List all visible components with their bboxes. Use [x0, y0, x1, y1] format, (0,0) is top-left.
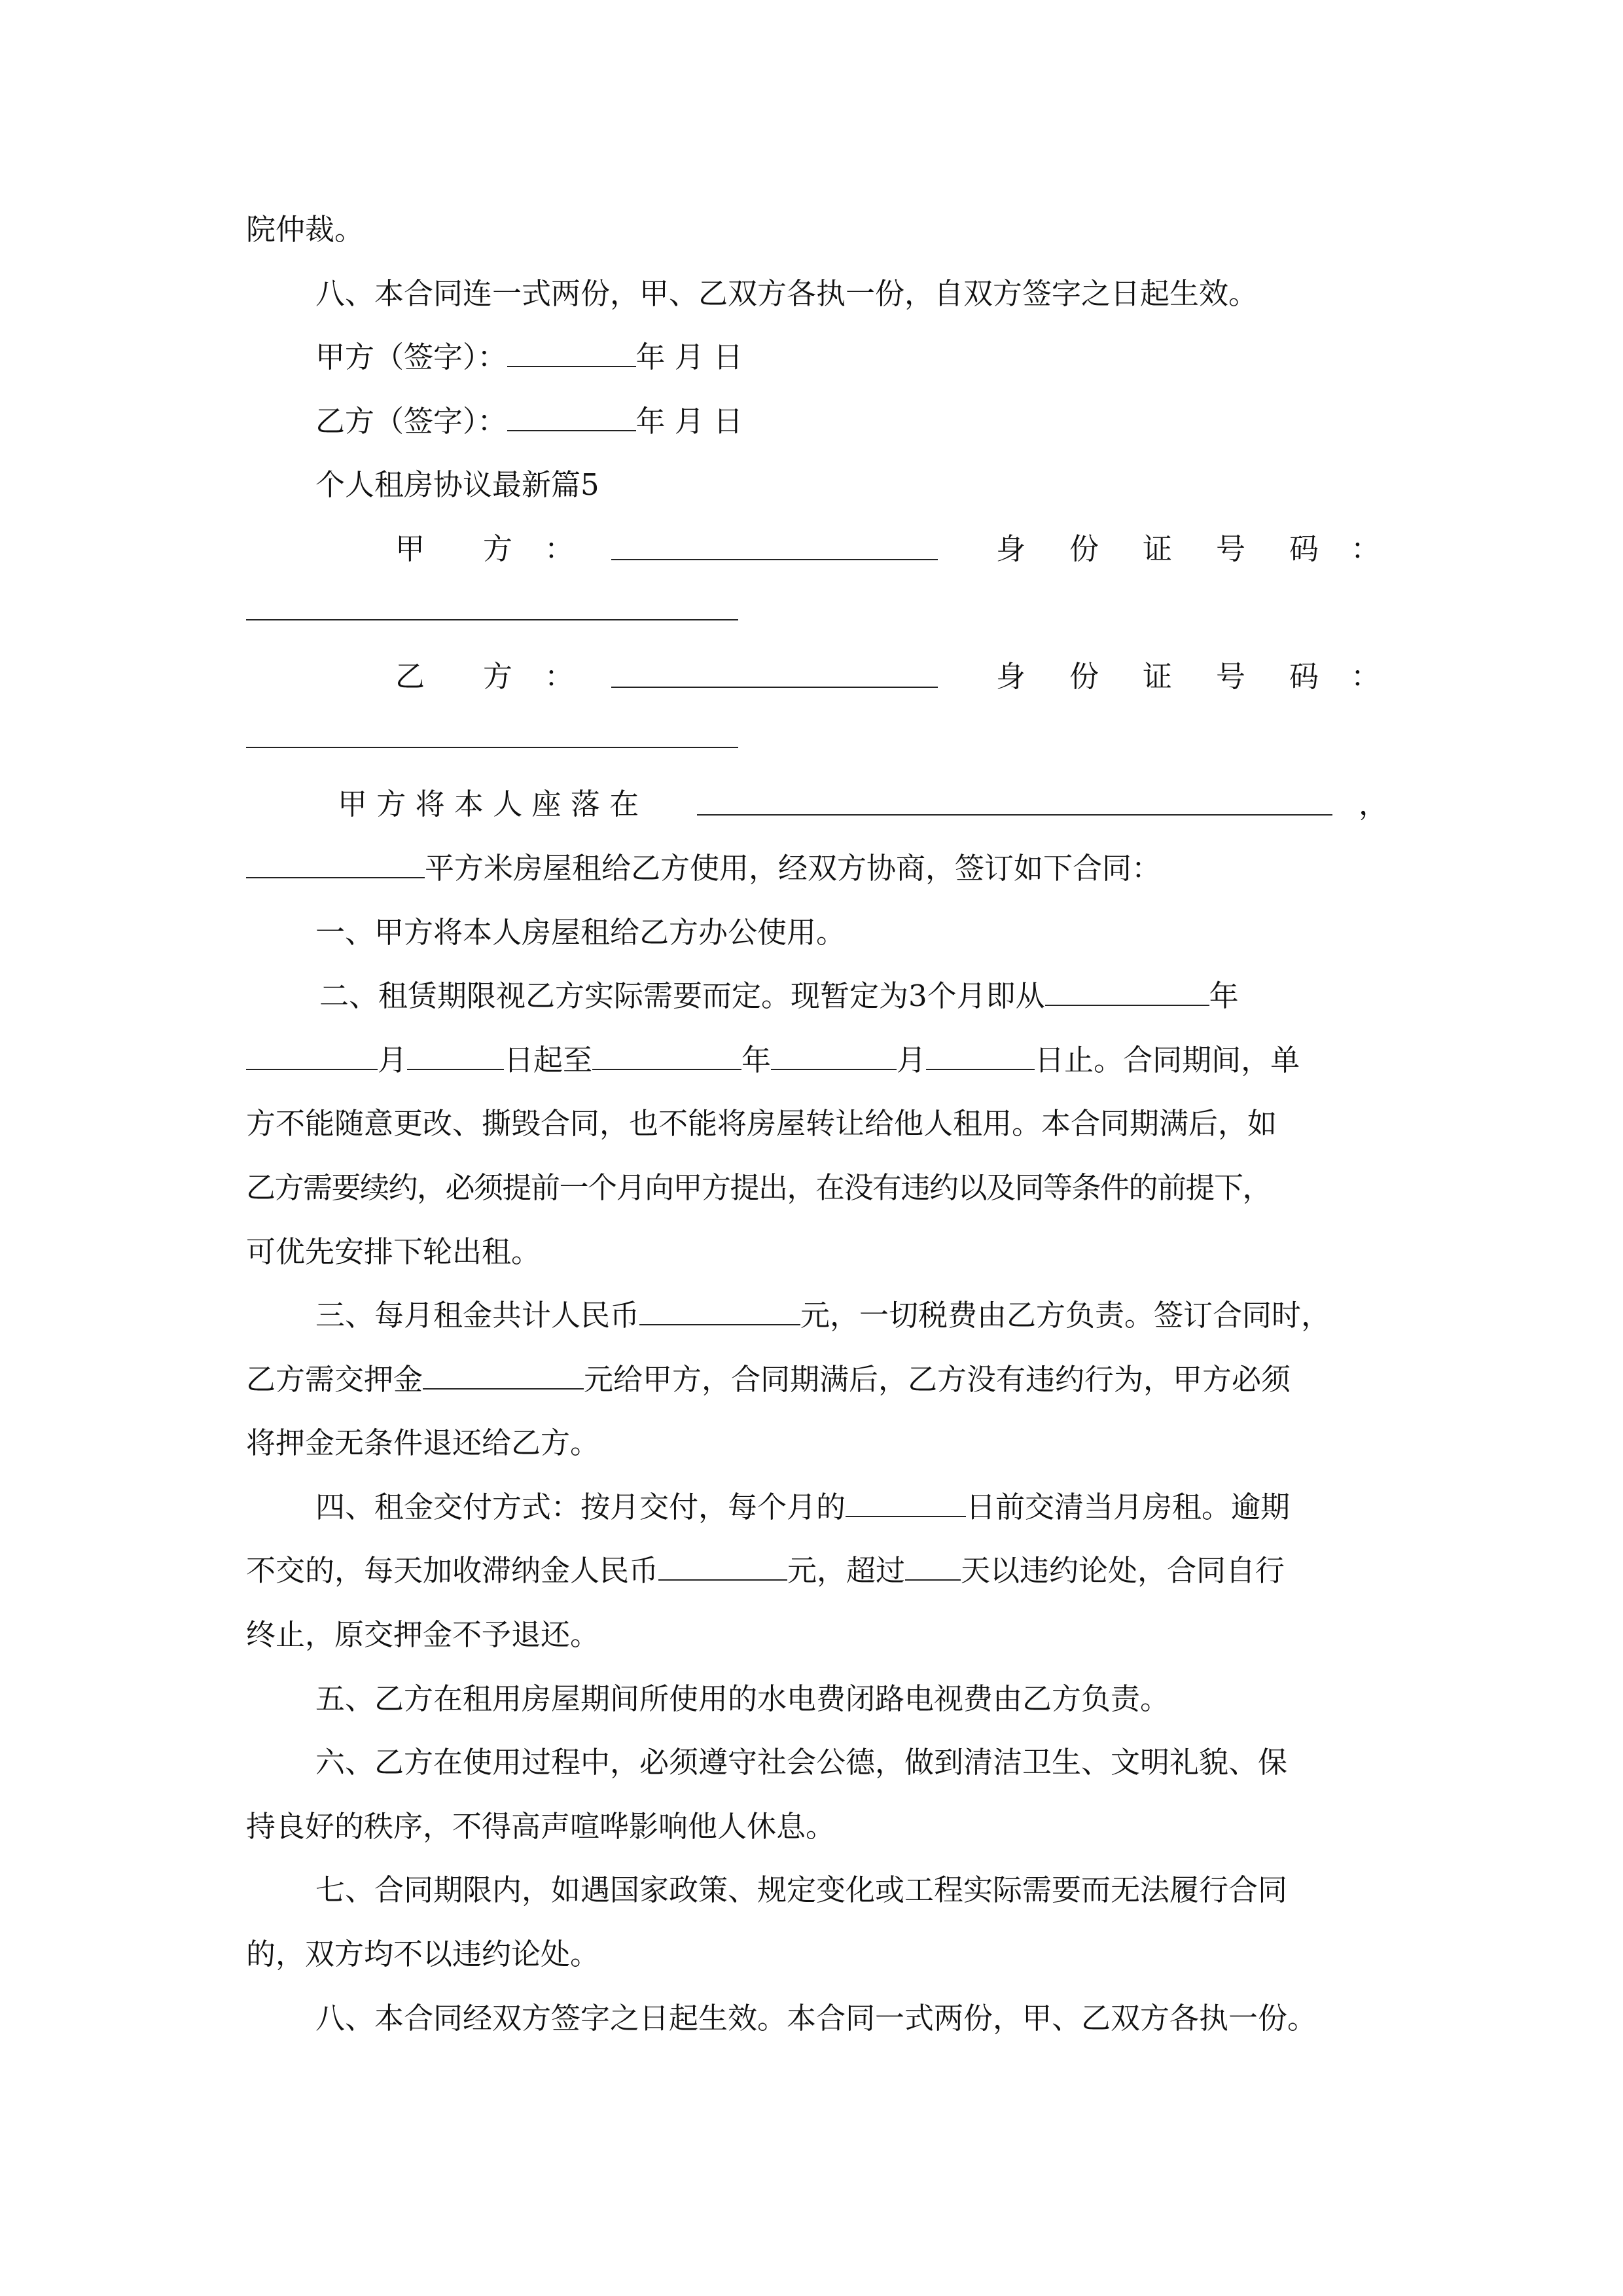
text: 元，超过 [787, 1553, 906, 1588]
text: 四、租金交付方式：按月交付，每个月的 [315, 1489, 846, 1524]
text: 不交的，每天加收滞纳金人民币 [246, 1553, 659, 1588]
label: 甲 方 将 本 人 座 落 在 [338, 787, 640, 822]
comma: ， [1359, 787, 1389, 822]
clause-8-effect: 八、本合同连一式两份，甲、乙双方各执一份，自双方签字之日起生效。 [315, 276, 1258, 311]
clause-1: 一、甲方将本人房屋租给乙方办公使用。 [315, 914, 846, 950]
party-b-name-blank [611, 667, 938, 688]
char: ： [544, 659, 575, 694]
clause-4 [246, 1475, 1378, 1539]
blank-field [407, 1049, 504, 1070]
date-label: 年 月 日 [635, 403, 743, 439]
text-line [246, 1539, 1378, 1603]
text: 日前交清当月房租。逾期 [966, 1489, 1291, 1524]
char: 方 [483, 531, 513, 566]
text-line: 乙方需要续约，必须提前一个月向甲方提出，在没有违约以及同等条件的前提下， [246, 1170, 1272, 1205]
text-line: 终止，原交押金不予退还。 [246, 1617, 600, 1653]
text: 月 [897, 1042, 927, 1077]
char: 方 [483, 659, 513, 694]
char: 乙 [395, 659, 425, 694]
party-b-line [246, 645, 1381, 709]
clause-2-dates [246, 1028, 1378, 1092]
text: 二、租赁期限视乙方实际需要而定。现暂定为3个月即从 [319, 978, 1045, 1014]
clause-6: 六、乙方在使用过程中，必须遵守社会公德，做到清洁卫生、文明礼貌、保 [315, 1745, 1288, 1780]
char: 证 [1143, 531, 1173, 566]
rent-blank [639, 1304, 800, 1325]
blank-field [246, 1049, 378, 1070]
party-b-id-blank [246, 747, 738, 748]
char: ： [1351, 531, 1381, 566]
blank-field [592, 1049, 741, 1070]
clause-5: 五、乙方在租用房屋期间所使用的水电费闭路电视费由乙方负责。 [315, 1681, 1170, 1716]
clause-2 [246, 964, 1378, 1028]
date-label: 年 月 日 [635, 340, 743, 375]
clause-7: 七、合同期限内，如遇国家政策、规定变化或工程实际需要而无法履行合同 [315, 1873, 1288, 1908]
area-blank [246, 857, 425, 878]
text: 元，一切税费由乙方负责。签订合同时， [800, 1298, 1331, 1333]
text-line: 持良好的秩序，不得高声喧哗影响他人休息。 [246, 1808, 836, 1844]
char: 甲 [395, 531, 425, 566]
days-blank [905, 1560, 961, 1581]
late-fee-blank [658, 1560, 787, 1581]
text: 日起至 [504, 1042, 593, 1077]
deposit-blank [423, 1369, 584, 1390]
label: 甲方（签字）： [315, 340, 507, 375]
clause-8: 八、本合同经双方签字之日起生效。本合同一式两份，甲、乙双方各执一份。 [315, 2000, 1317, 2036]
text: 年 [741, 1042, 772, 1077]
text: 天以违约论处，合同自行 [961, 1553, 1285, 1588]
text-line: 可优先安排下轮出租。 [246, 1234, 541, 1269]
char: 码 [1289, 531, 1319, 566]
char: 份 [1069, 531, 1099, 566]
text-line [246, 1348, 1378, 1412]
char: 码 [1289, 659, 1319, 694]
char: 号 [1216, 531, 1246, 566]
text-line: 院仲裁。 [246, 212, 365, 247]
signature-party-b [246, 389, 1378, 454]
char: ： [1351, 659, 1381, 694]
text: 年 [1209, 978, 1239, 1014]
blank-field [1045, 985, 1209, 1006]
char: 证 [1143, 659, 1173, 694]
section-title: 个人租房协议最新篇5 [315, 467, 599, 503]
blank-field [771, 1049, 897, 1070]
text-line: 将押金无条件退还给乙方。 [246, 1426, 600, 1461]
char: 身 [996, 659, 1026, 694]
signature-party-a [246, 325, 1378, 389]
text: 三、每月租金共计人民币 [315, 1298, 640, 1333]
party-a-id-blank [246, 619, 738, 620]
label: 乙方（签字）： [315, 403, 507, 439]
char: 份 [1069, 659, 1099, 694]
party-a-line [246, 517, 1381, 581]
char: 号 [1216, 659, 1246, 694]
text-line: 方不能随意更改、撕毁合同，也不能将房屋转让给他人租用。本合同期满后，如 [246, 1106, 1277, 1141]
pay-day-blank [846, 1496, 966, 1517]
location-line [246, 772, 1389, 836]
text: 日止。合同期间，单 [1035, 1042, 1300, 1077]
blank-field [926, 1049, 1035, 1070]
area-line [246, 836, 1378, 901]
text: 乙方需交押金 [246, 1361, 423, 1397]
text: 月 [378, 1042, 408, 1077]
document-page [246, 198, 1389, 2050]
clause-3 [246, 1283, 1378, 1348]
party-a-id-line [246, 581, 1378, 645]
party-b-id-line [246, 709, 1378, 773]
blank-field [507, 410, 636, 431]
text-line: 的，双方均不以违约论处。 [246, 1937, 600, 1972]
text: 平方米房屋租给乙方使用，经双方协商，签订如下合同： [425, 850, 1162, 886]
location-blank [697, 795, 1332, 816]
char: ： [544, 531, 575, 566]
party-a-name-blank [611, 539, 938, 560]
blank-field [507, 346, 636, 367]
text: 元给甲方，合同期满后，乙方没有违约行为，甲方必须 [584, 1361, 1291, 1397]
char: 身 [996, 531, 1026, 566]
